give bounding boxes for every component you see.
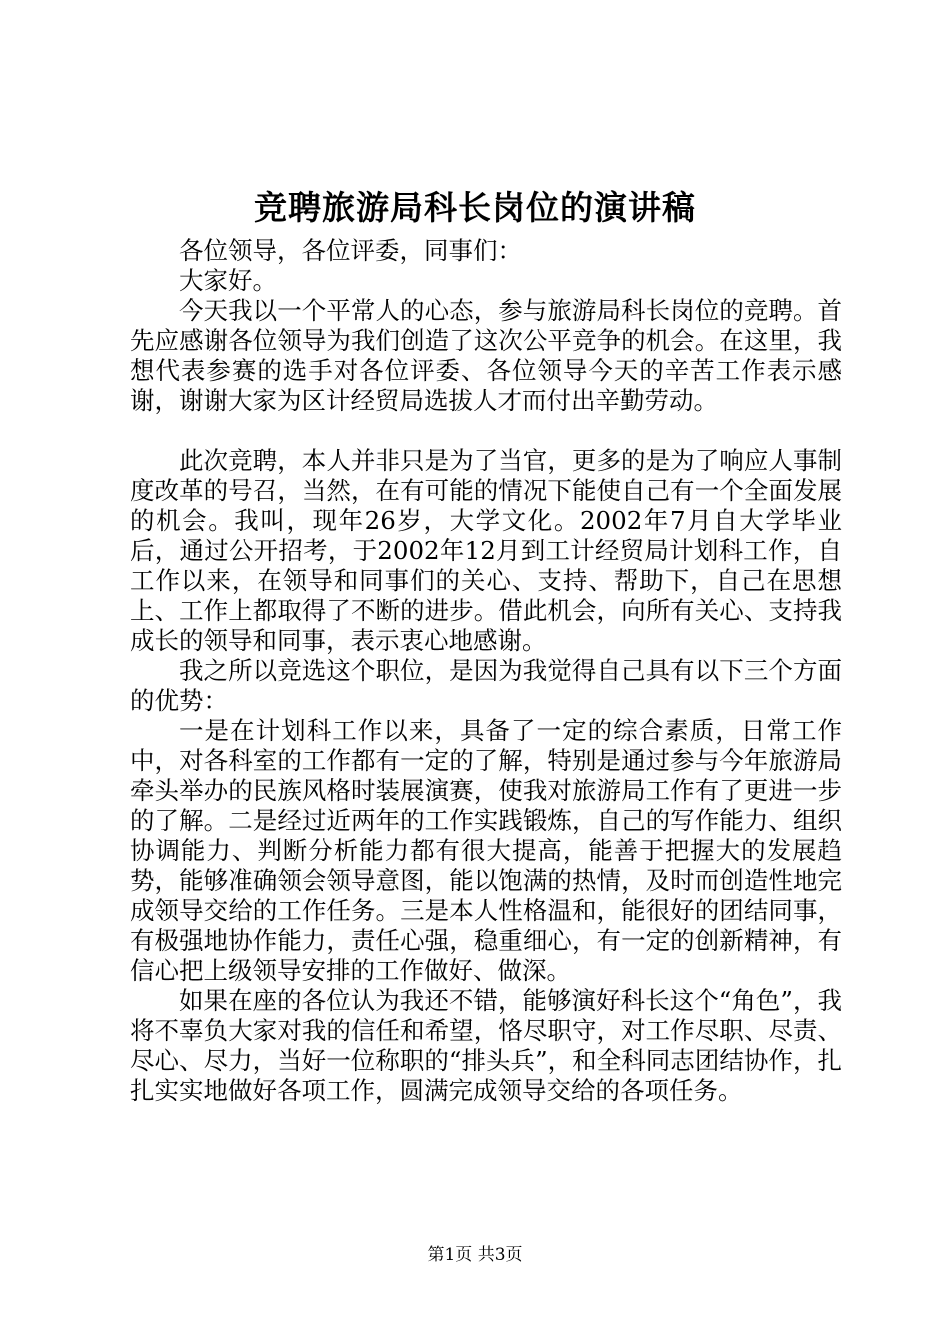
paragraph-background: 此次竞聘，本人并非只是为了当官，更多的是为了响应人事制度改革的号召，当然，在有可能的情况下能使自己有一个全面发展的机会。我叫，现年26岁，大学文化。2002年7月自大学毕业后，通过公开招考，于2002年12月到工计经贸局计划科工作，自工作以来，在领导和同事们的关心、支持、帮助下，自己在思想上、工作上都取得了不断的进步。借此机会，向所有关心、支持我成长的领导和同事，表示衷心地感谢。 — [130, 446, 842, 655]
paragraph-advantages-lead: 我之所以竞选这个职位，是因为我觉得自己具有以下三个方面的优势： — [130, 656, 842, 715]
paragraph-closing: 如果在座的各位认为我还不错，能够演好科长这个“角色”，我将不辜负大家对我的信任和希望，恪尽职守，对工作尽职、尽责、尽心、尽力，当好一位称职的“排头兵”，和全科同志团结协作，扎扎实实地做好各项工作，圆满完成领导交给的各项任务。 — [130, 986, 842, 1105]
paragraph-advantages: 一是在计划科工作以来，具备了一定的综合素质，日常工作中，对各科室的工作都有一定的了解，特别是通过参与今年旅游局牵头举办的民族风格时装展演赛，使我对旅游局工作有了更进一步的了解。二是经过近两年的工作实践锻炼，自己的写作能力、组织协调能力、判断分析能力都有很大提高，能善于把握大的发展趋势，能够准确领会领导意图，能以饱满的热情，及时而创造性地完成领导交给的工作任务。三是本人性格温和，能很好的团结同事，有极强地协作能力，责任心强，稳重细心，有一定的创新精神，有信心把上级领导安排的工作做好、做深。 — [130, 716, 842, 985]
paragraph-intro: 今天我以一个平常人的心态，参与旅游局科长岗位的竞聘。首先应感谢各位领导为我们创造了这次公平竞争的机会。在这里，我想代表参赛的选手对各位评委、各位领导今天的辛苦工作表示感谢，谢谢大家为区计经贸局选拔人才而付出辛勤劳动。 — [130, 296, 842, 415]
document-title: 竞聘旅游局科长岗位的演讲稿 — [254, 188, 696, 227]
salutation: 各位领导，各位评委，同事们： — [179, 236, 522, 265]
page-footer: 第1页 共3页 — [427, 1245, 523, 1265]
document-body — [130, 236, 842, 1106]
greeting: 大家好。 — [179, 266, 277, 295]
